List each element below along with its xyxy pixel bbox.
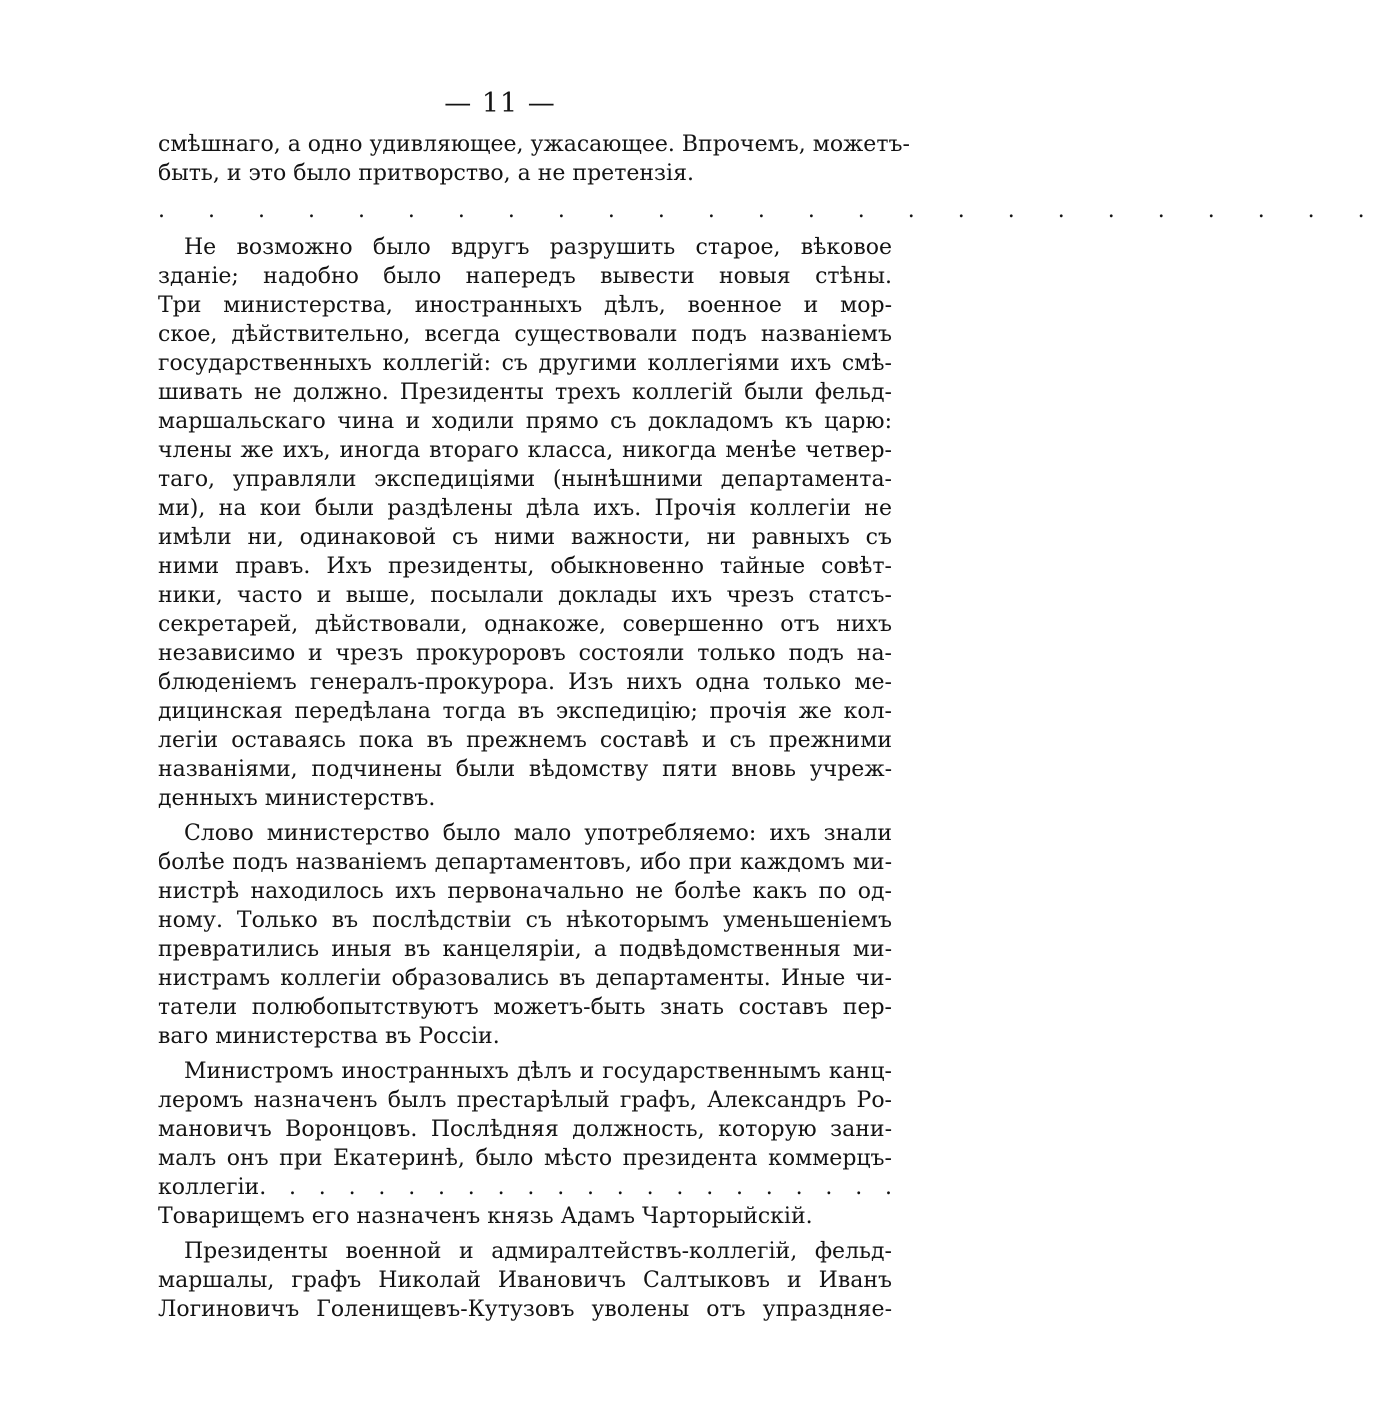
text-line: названіями, подчинены были вѣдомству пяти вновь учреж-: [158, 757, 892, 782]
text-line: Логиновичъ Голенищевъ-Кутузовъ уволены отъ упраздняе-: [158, 1297, 892, 1322]
text-line: ми), на кои были раздѣлены дѣла ихъ. Прочія коллегіи не: [158, 496, 892, 521]
text-line: ское, дѣйствительно, всегда существовали подъ названіемъ: [158, 322, 892, 347]
text-line: болѣе подъ названіемъ департаментовъ, ибо при каждомъ ми-: [158, 850, 892, 875]
text-line: быть, и это было притворство, а не претензія.: [158, 161, 694, 186]
paragraph-start-line: Не возможно было вдругъ разрушить старое, вѣковое: [184, 235, 892, 260]
text-line: Три министерства, иностранныхъ дѣлъ, военное и мор-: [158, 293, 892, 318]
text-line: малъ онъ при Екатеринѣ, было мѣсто президента коммерцъ-: [158, 1146, 892, 1171]
text-line: секретарей, дѣйствовали, однакоже, совершенно отъ нихъ: [158, 612, 892, 637]
text-line: коллегіи. . . . . . . . . . . . . . . . . . . . . .: [158, 1175, 892, 1200]
body-text: [158, 130, 1383, 1324]
text-line: члены же ихъ, иногда втораго класса, никогда менѣе четвер-: [158, 438, 892, 463]
text-line: государственныхъ коллегій: съ другими коллегіями ихъ смѣ-: [158, 351, 892, 376]
text-line: зданіе; надобно было напередъ вывести новыя стѣны.: [158, 264, 892, 289]
text-line: шивать не должно. Президенты трехъ коллегій были фельд-: [158, 380, 892, 405]
text-line: таго, управляли экспедиціями (нынѣшними департамента-: [158, 467, 892, 492]
text-line: имѣли ни, одинаковой съ ними важности, ни равныхъ съ: [158, 525, 892, 550]
text-line: Товарищемъ его назначенъ князь Адамъ Чарторыйскій.: [158, 1204, 813, 1229]
text-line: независимо и чрезъ прокуроровъ состояли только подъ на-: [158, 641, 892, 666]
text-line: леромъ назначенъ былъ престарѣлый графъ, Александръ Ро-: [158, 1088, 892, 1113]
text-line: ники, часто и выше, посылали доклады ихъ чрезъ статсъ-: [158, 583, 892, 608]
text-line: легіи оставаясь пока въ прежнемъ составѣ и съ прежними: [158, 728, 892, 753]
ellipsis-separator: . . . . . . . . . . . . . . . . . . . . . . . . .: [158, 198, 1383, 223]
text-line: мановичъ Воронцовъ. Послѣдняя должность, которую зани-: [158, 1117, 892, 1142]
text-line: смѣшнаго, а одно удивляющее, ужасающее. Впрочемъ, можетъ-: [158, 132, 910, 157]
paragraph-start-line: Президенты военной и адмиралтействъ-коллегій, фельд-: [184, 1239, 892, 1264]
text-line: ному. Только въ послѣдствіи съ нѣкоторымъ уменьшеніемъ: [158, 908, 892, 933]
text-line: денныхъ министерствъ.: [158, 786, 436, 811]
paragraph-start-line: Министромъ иностранныхъ дѣлъ и государственнымъ канц-: [184, 1059, 892, 1084]
text-line: блюденіемъ генералъ-прокурора. Изъ нихъ одна только ме-: [158, 670, 892, 695]
text-line: маршалы, графъ Николай Ивановичъ Салтыковъ и Иванъ: [158, 1268, 892, 1293]
text-line: дицинская передѣлана тогда въ экспедицію; прочія же кол-: [158, 699, 892, 724]
text-line: маршальскаго чина и ходили прямо съ докладомъ къ царю:: [158, 409, 892, 434]
text-line: нистрѣ находилось ихъ первоначально не болѣе какъ по од-: [158, 879, 892, 904]
text-line: ними правъ. Ихъ президенты, обыкновенно тайные совѣт-: [158, 554, 892, 579]
text-line: татели полюбопытствуютъ можетъ-быть знать составъ пер-: [158, 995, 892, 1020]
text-line: ваго министерства въ Россіи.: [158, 1024, 500, 1049]
text-line: нистрамъ коллегіи образовались въ департаменты. Иные чи-: [158, 966, 892, 991]
page-number: — 11 —: [444, 88, 556, 119]
text-line: превратились иныя въ канцеляріи, а подвѣдомственныя ми-: [158, 937, 892, 962]
paragraph-start-line: Слово министерство было мало употребляемо: ихъ знали: [184, 821, 892, 846]
